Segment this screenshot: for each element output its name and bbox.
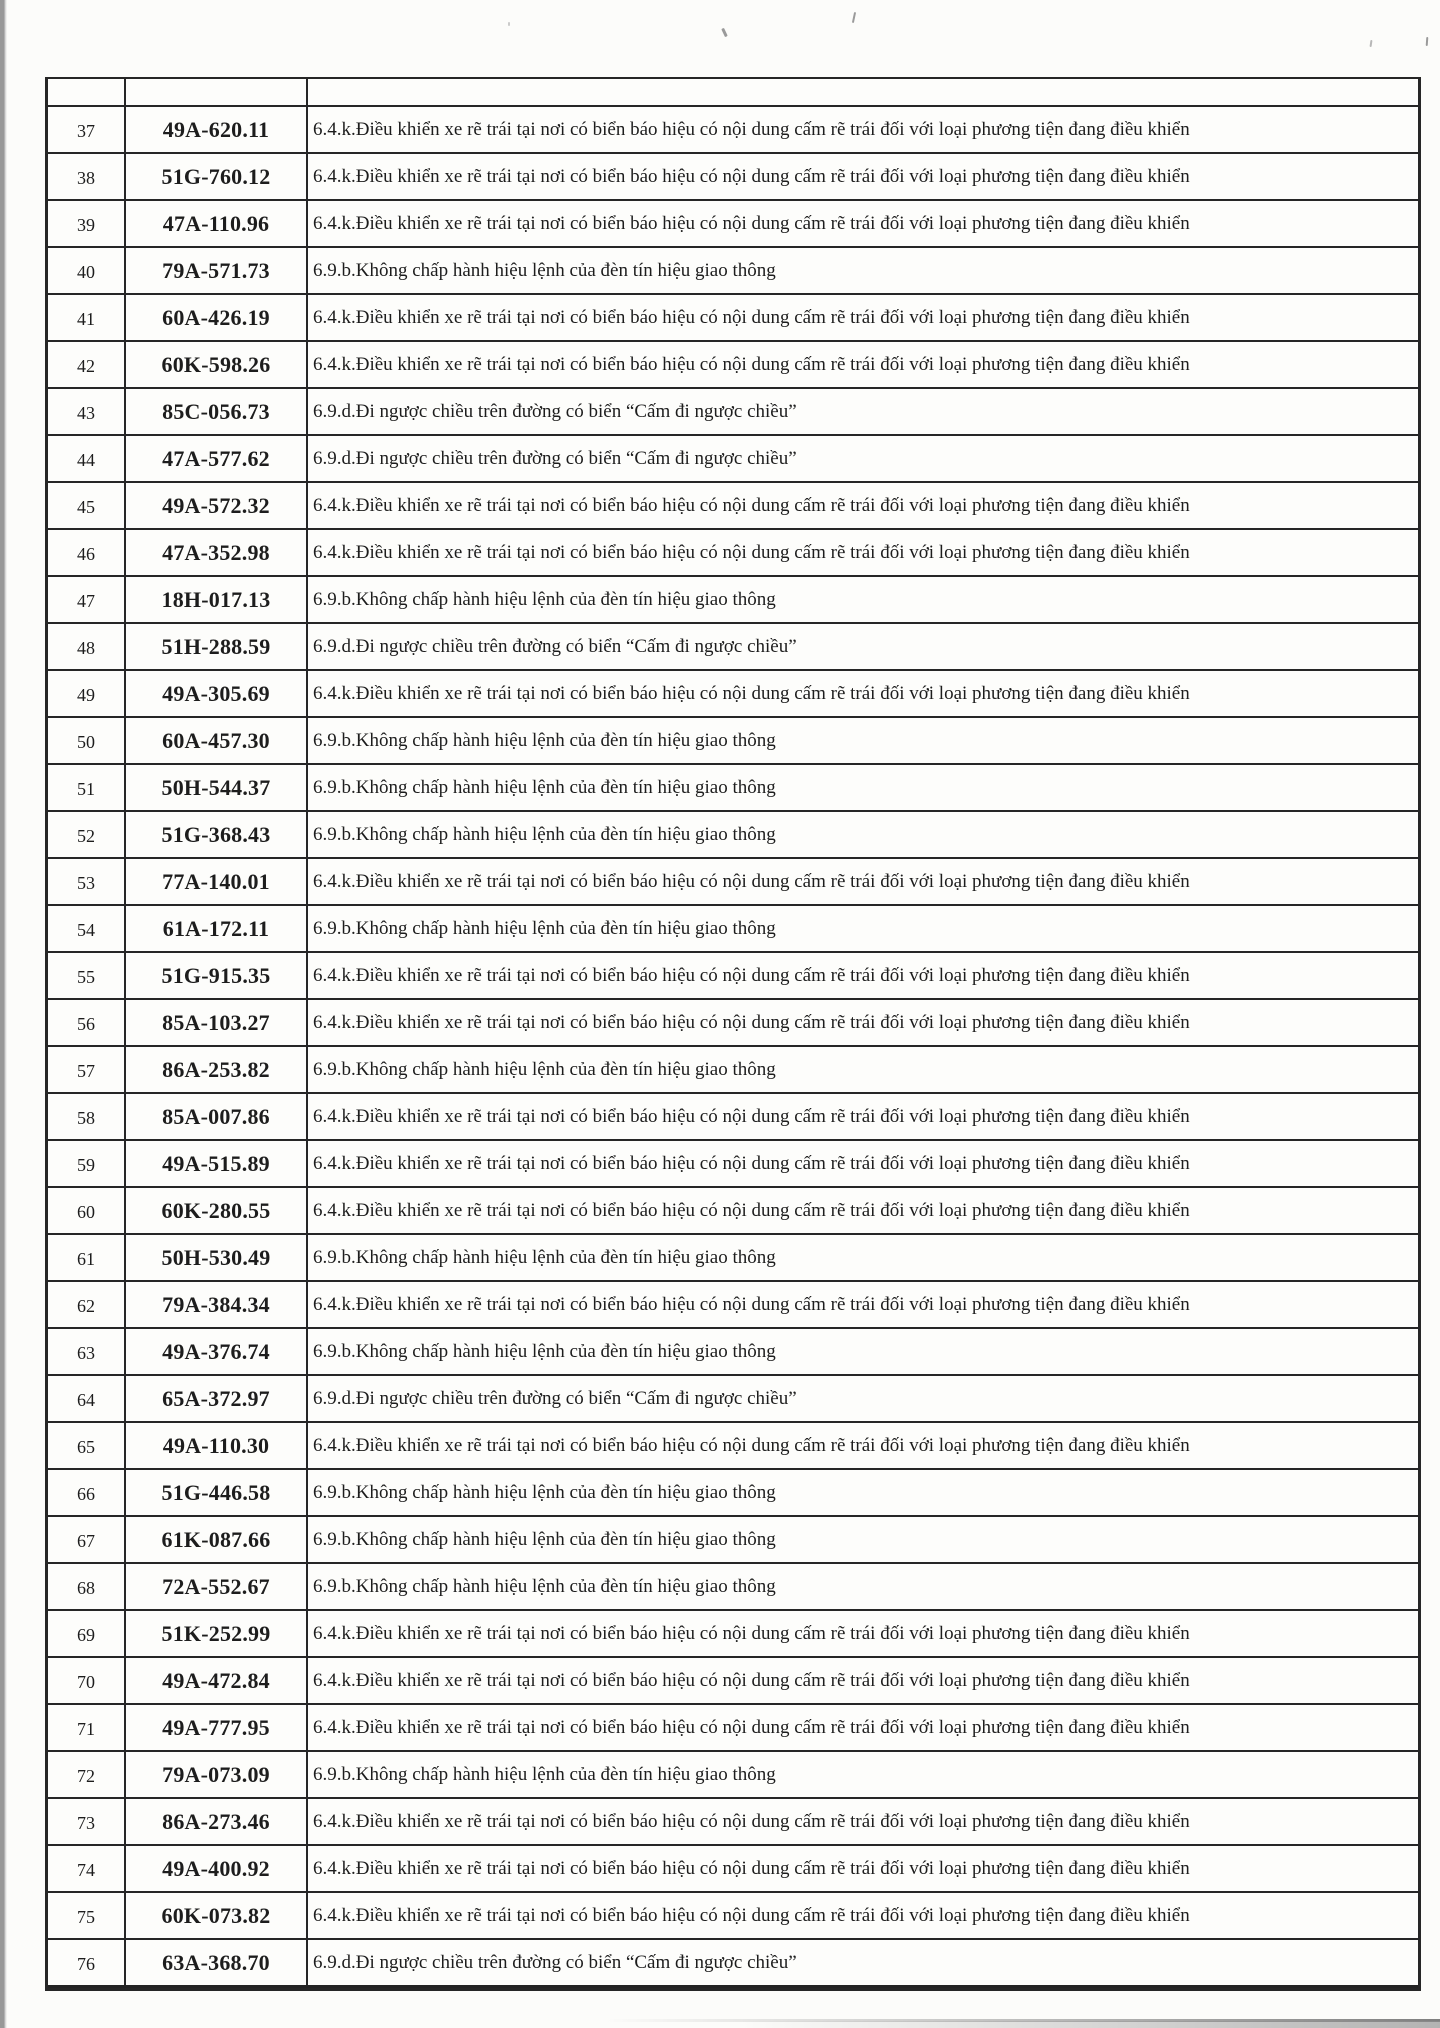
violation-description: 6.9.b.Không chấp hành hiệu lệnh của đèn tín hiệu giao thông	[313, 1340, 776, 1362]
table-row	[48, 1047, 1418, 1094]
license-plate: 86A-253.82	[126, 1047, 308, 1092]
table-row	[48, 1094, 1418, 1141]
row-number: 40	[48, 248, 126, 293]
violation-description: 6.9.b.Không chấp hành hiệu lệnh của đèn tín hiệu giao thông	[313, 1246, 776, 1268]
license-plate: 51G-760.12	[126, 154, 308, 199]
violation-description: 6.4.k.Điều khiển xe rẽ trái tại nơi có biển báo hiệu có nội dung cấm rẽ trái đối với loại phương tiện đang điều khiển	[313, 306, 1190, 328]
violation-description: 6.9.b.Không chấp hành hiệu lệnh của đèn tín hiệu giao thông	[313, 1528, 776, 1550]
row-number	[48, 79, 126, 105]
table-row	[48, 248, 1418, 295]
violation-description: 6.4.k.Điều khiển xe rẽ trái tại nơi có biển báo hiệu có nội dung cấm rẽ trái đối với loại phương tiện đang điều khiển	[313, 964, 1190, 986]
row-number: 45	[48, 483, 126, 528]
table-row-partial	[48, 79, 1418, 107]
license-plate: 47A-110.96	[126, 201, 308, 246]
license-plate: 79A-073.09	[126, 1752, 308, 1797]
violation-description: 6.4.k.Điều khiển xe rẽ trái tại nơi có biển báo hiệu có nội dung cấm rẽ trái đối với loại phương tiện đang điều khiển	[313, 1810, 1190, 1832]
table-row	[48, 1940, 1418, 1988]
scan-speck	[852, 12, 856, 23]
license-plate: 49A-777.95	[126, 1705, 308, 1750]
row-number: 73	[48, 1799, 126, 1844]
table-row	[48, 1423, 1418, 1470]
table-row	[48, 1282, 1418, 1329]
row-number: 61	[48, 1235, 126, 1280]
row-number: 71	[48, 1705, 126, 1750]
row-number: 39	[48, 201, 126, 246]
license-plate: 49A-572.32	[126, 483, 308, 528]
violation-description: 6.4.k.Điều khiển xe rẽ trái tại nơi có biển báo hiệu có nội dung cấm rẽ trái đối với loại phương tiện đang điều khiển	[313, 1622, 1190, 1644]
violation-description: 6.4.k.Điều khiển xe rẽ trái tại nơi có biển báo hiệu có nội dung cấm rẽ trái đối với loại phương tiện đang điều khiển	[313, 1669, 1190, 1691]
violation-description: 6.4.k.Điều khiển xe rẽ trái tại nơi có biển báo hiệu có nội dung cấm rẽ trái đối với loại phương tiện đang điều khiển	[313, 212, 1190, 234]
violation-description: 6.4.k.Điều khiển xe rẽ trái tại nơi có biển báo hiệu có nội dung cấm rẽ trái đối với loại phương tiện đang điều khiển	[313, 353, 1190, 375]
row-number: 55	[48, 953, 126, 998]
license-plate: 77A-140.01	[126, 859, 308, 904]
violation-description: 6.9.b.Không chấp hành hiệu lệnh của đèn tín hiệu giao thông	[313, 259, 776, 281]
table-row	[48, 295, 1418, 342]
row-number: 68	[48, 1564, 126, 1609]
license-plate: 51H-288.59	[126, 624, 308, 669]
table-row	[48, 201, 1418, 248]
license-plate: 49A-400.92	[126, 1846, 308, 1891]
row-number: 70	[48, 1658, 126, 1703]
row-number: 63	[48, 1329, 126, 1374]
license-plate: 85A-103.27	[126, 1000, 308, 1045]
violation-description: 6.9.b.Không chấp hành hiệu lệnh của đèn tín hiệu giao thông	[313, 1481, 776, 1503]
violation-description: 6.9.b.Không chấp hành hiệu lệnh của đèn tín hiệu giao thông	[313, 1763, 776, 1785]
row-number: 42	[48, 342, 126, 387]
violation-description: 6.4.k.Điều khiển xe rẽ trái tại nơi có biển báo hiệu có nội dung cấm rẽ trái đối với loại phương tiện đang điều khiển	[313, 1857, 1190, 1879]
table-row	[48, 1188, 1418, 1235]
violation-description: 6.4.k.Điều khiển xe rẽ trái tại nơi có biển báo hiệu có nội dung cấm rẽ trái đối với loại phương tiện đang điều khiển	[313, 1293, 1190, 1315]
table-row	[48, 436, 1418, 483]
license-plate: 51G-368.43	[126, 812, 308, 857]
row-number: 48	[48, 624, 126, 669]
violation-description: 6.4.k.Điều khiển xe rẽ trái tại nơi có biển báo hiệu có nội dung cấm rẽ trái đối với loại phương tiện đang điều khiển	[313, 494, 1190, 516]
table-row	[48, 1705, 1418, 1752]
license-plate: 72A-552.67	[126, 1564, 308, 1609]
license-plate: 61K-087.66	[126, 1517, 308, 1562]
violation-description: 6.9.d.Đi ngược chiều trên đường có biển “Cấm đi ngược chiều”	[313, 635, 797, 657]
license-plate: 65A-372.97	[126, 1376, 308, 1421]
violation-description: 6.9.b.Không chấp hành hiệu lệnh của đèn tín hiệu giao thông	[313, 917, 776, 939]
scan-speck	[721, 28, 728, 37]
violation-description: 6.9.b.Không chấp hành hiệu lệnh của đèn tín hiệu giao thông	[313, 823, 776, 845]
violations-table	[45, 77, 1421, 1991]
row-number: 66	[48, 1470, 126, 1515]
license-plate: 49A-376.74	[126, 1329, 308, 1374]
row-number: 59	[48, 1141, 126, 1186]
violation-description: 6.4.k.Điều khiển xe rẽ trái tại nơi có biển báo hiệu có nội dung cấm rẽ trái đối với loại phương tiện đang điều khiển	[313, 1199, 1190, 1221]
row-number: 72	[48, 1752, 126, 1797]
row-number: 74	[48, 1846, 126, 1891]
row-number: 41	[48, 295, 126, 340]
license-plate: 18H-017.13	[126, 577, 308, 622]
table-row	[48, 1329, 1418, 1376]
table-row	[48, 1235, 1418, 1282]
row-number: 69	[48, 1611, 126, 1656]
row-number: 58	[48, 1094, 126, 1139]
license-plate: 49A-472.84	[126, 1658, 308, 1703]
license-plate: 49A-110.30	[126, 1423, 308, 1468]
license-plate: 61A-172.11	[126, 906, 308, 951]
violation-description	[308, 79, 1418, 105]
row-number: 56	[48, 1000, 126, 1045]
scan-bottom-corner-shade	[740, 2021, 1440, 2028]
table-row	[48, 671, 1418, 718]
table-row	[48, 107, 1418, 154]
row-number: 51	[48, 765, 126, 810]
table-row	[48, 1893, 1418, 1940]
table-row	[48, 1611, 1418, 1658]
license-plate: 49A-620.11	[126, 107, 308, 152]
license-plate: 51K-252.99	[126, 1611, 308, 1656]
violation-description: 6.9.b.Không chấp hành hiệu lệnh của đèn tín hiệu giao thông	[313, 588, 776, 610]
violation-description: 6.4.k.Điều khiển xe rẽ trái tại nơi có biển báo hiệu có nội dung cấm rẽ trái đối với loại phương tiện đang điều khiển	[313, 1904, 1190, 1926]
row-number: 43	[48, 389, 126, 434]
scan-speck	[508, 22, 510, 26]
violation-description: 6.4.k.Điều khiển xe rẽ trái tại nơi có biển báo hiệu có nội dung cấm rẽ trái đối với loại phương tiện đang điều khiển	[313, 1105, 1190, 1127]
table-row	[48, 342, 1418, 389]
license-plate: 85C-056.73	[126, 389, 308, 434]
row-number: 60	[48, 1188, 126, 1233]
table-row	[48, 530, 1418, 577]
violation-description: 6.9.b.Không chấp hành hiệu lệnh của đèn tín hiệu giao thông	[313, 729, 776, 751]
violation-description: 6.9.d.Đi ngược chiều trên đường có biển “Cấm đi ngược chiều”	[313, 400, 797, 422]
table-row	[48, 812, 1418, 859]
license-plate: 51G-915.35	[126, 953, 308, 998]
table-row	[48, 1517, 1418, 1564]
violation-description: 6.4.k.Điều khiển xe rẽ trái tại nơi có biển báo hiệu có nội dung cấm rẽ trái đối với loại phương tiện đang điều khiển	[313, 1716, 1190, 1738]
license-plate: 63A-368.70	[126, 1940, 308, 1985]
table-row	[48, 154, 1418, 201]
license-plate: 60A-426.19	[126, 295, 308, 340]
license-plate: 86A-273.46	[126, 1799, 308, 1844]
table-row	[48, 859, 1418, 906]
table-row	[48, 1470, 1418, 1517]
license-plate: 47A-352.98	[126, 530, 308, 575]
table-row	[48, 1141, 1418, 1188]
row-number: 57	[48, 1047, 126, 1092]
table-row	[48, 1564, 1418, 1611]
scan-left-edge-shadow	[0, 0, 7, 2028]
license-plate: 79A-571.73	[126, 248, 308, 293]
row-number: 75	[48, 1893, 126, 1938]
table-row	[48, 1000, 1418, 1047]
table-row	[48, 906, 1418, 953]
row-number: 64	[48, 1376, 126, 1421]
license-plate: 79A-384.34	[126, 1282, 308, 1327]
license-plate: 51G-446.58	[126, 1470, 308, 1515]
row-number: 46	[48, 530, 126, 575]
license-plate: 50H-544.37	[126, 765, 308, 810]
violation-description: 6.9.b.Không chấp hành hiệu lệnh của đèn tín hiệu giao thông	[313, 1058, 776, 1080]
violation-description: 6.4.k.Điều khiển xe rẽ trái tại nơi có biển báo hiệu có nội dung cấm rẽ trái đối với loại phương tiện đang điều khiển	[313, 165, 1190, 187]
violation-description: 6.4.k.Điều khiển xe rẽ trái tại nơi có biển báo hiệu có nội dung cấm rẽ trái đối với loại phương tiện đang điều khiển	[313, 682, 1190, 704]
table-row	[48, 1846, 1418, 1893]
row-number: 50	[48, 718, 126, 763]
row-number: 44	[48, 436, 126, 481]
license-plate	[126, 79, 308, 105]
row-number: 65	[48, 1423, 126, 1468]
violation-description: 6.4.k.Điều khiển xe rẽ trái tại nơi có biển báo hiệu có nội dung cấm rẽ trái đối với loại phương tiện đang điều khiển	[313, 1152, 1190, 1174]
table-row	[48, 389, 1418, 436]
row-number: 52	[48, 812, 126, 857]
violation-description: 6.4.k.Điều khiển xe rẽ trái tại nơi có biển báo hiệu có nội dung cấm rẽ trái đối với loại phương tiện đang điều khiển	[313, 1434, 1190, 1456]
row-number: 38	[48, 154, 126, 199]
row-number: 53	[48, 859, 126, 904]
violation-description: 6.9.d.Đi ngược chiều trên đường có biển “Cấm đi ngược chiều”	[313, 1951, 797, 1973]
violation-description: 6.4.k.Điều khiển xe rẽ trái tại nơi có biển báo hiệu có nội dung cấm rẽ trái đối với loại phương tiện đang điều khiển	[313, 1011, 1190, 1033]
license-plate: 49A-515.89	[126, 1141, 308, 1186]
row-number: 67	[48, 1517, 126, 1562]
scan-speck	[1426, 37, 1429, 46]
violation-description: 6.4.k.Điều khiển xe rẽ trái tại nơi có biển báo hiệu có nội dung cấm rẽ trái đối với loại phương tiện đang điều khiển	[313, 118, 1190, 140]
row-number: 47	[48, 577, 126, 622]
table-row	[48, 483, 1418, 530]
license-plate: 50H-530.49	[126, 1235, 308, 1280]
license-plate: 60K-280.55	[126, 1188, 308, 1233]
violation-description: 6.4.k.Điều khiển xe rẽ trái tại nơi có biển báo hiệu có nội dung cấm rẽ trái đối với loại phương tiện đang điều khiển	[313, 870, 1190, 892]
license-plate: 85A-007.86	[126, 1094, 308, 1139]
license-plate: 47A-577.62	[126, 436, 308, 481]
row-number: 49	[48, 671, 126, 716]
license-plate: 60K-598.26	[126, 342, 308, 387]
license-plate: 60K-073.82	[126, 1893, 308, 1938]
row-number: 62	[48, 1282, 126, 1327]
table-row	[48, 1658, 1418, 1705]
table-row	[48, 765, 1418, 812]
table-row	[48, 1376, 1418, 1423]
row-number: 54	[48, 906, 126, 951]
violation-description: 6.9.b.Không chấp hành hiệu lệnh của đèn tín hiệu giao thông	[313, 776, 776, 798]
row-number: 76	[48, 1940, 126, 1985]
violation-description: 6.4.k.Điều khiển xe rẽ trái tại nơi có biển báo hiệu có nội dung cấm rẽ trái đối với loại phương tiện đang điều khiển	[313, 541, 1190, 563]
scan-speck	[1370, 40, 1373, 47]
violations-table-body	[48, 107, 1418, 1988]
table-row	[48, 718, 1418, 765]
table-row	[48, 1752, 1418, 1799]
license-plate: 49A-305.69	[126, 671, 308, 716]
violation-description: 6.9.d.Đi ngược chiều trên đường có biển “Cấm đi ngược chiều”	[313, 1387, 797, 1409]
license-plate: 60A-457.30	[126, 718, 308, 763]
table-row	[48, 624, 1418, 671]
table-row	[48, 1799, 1418, 1846]
row-number: 37	[48, 107, 126, 152]
violation-description: 6.9.d.Đi ngược chiều trên đường có biển “Cấm đi ngược chiều”	[313, 447, 797, 469]
violation-description: 6.9.b.Không chấp hành hiệu lệnh của đèn tín hiệu giao thông	[313, 1575, 776, 1597]
table-row	[48, 577, 1418, 624]
table-row	[48, 953, 1418, 1000]
